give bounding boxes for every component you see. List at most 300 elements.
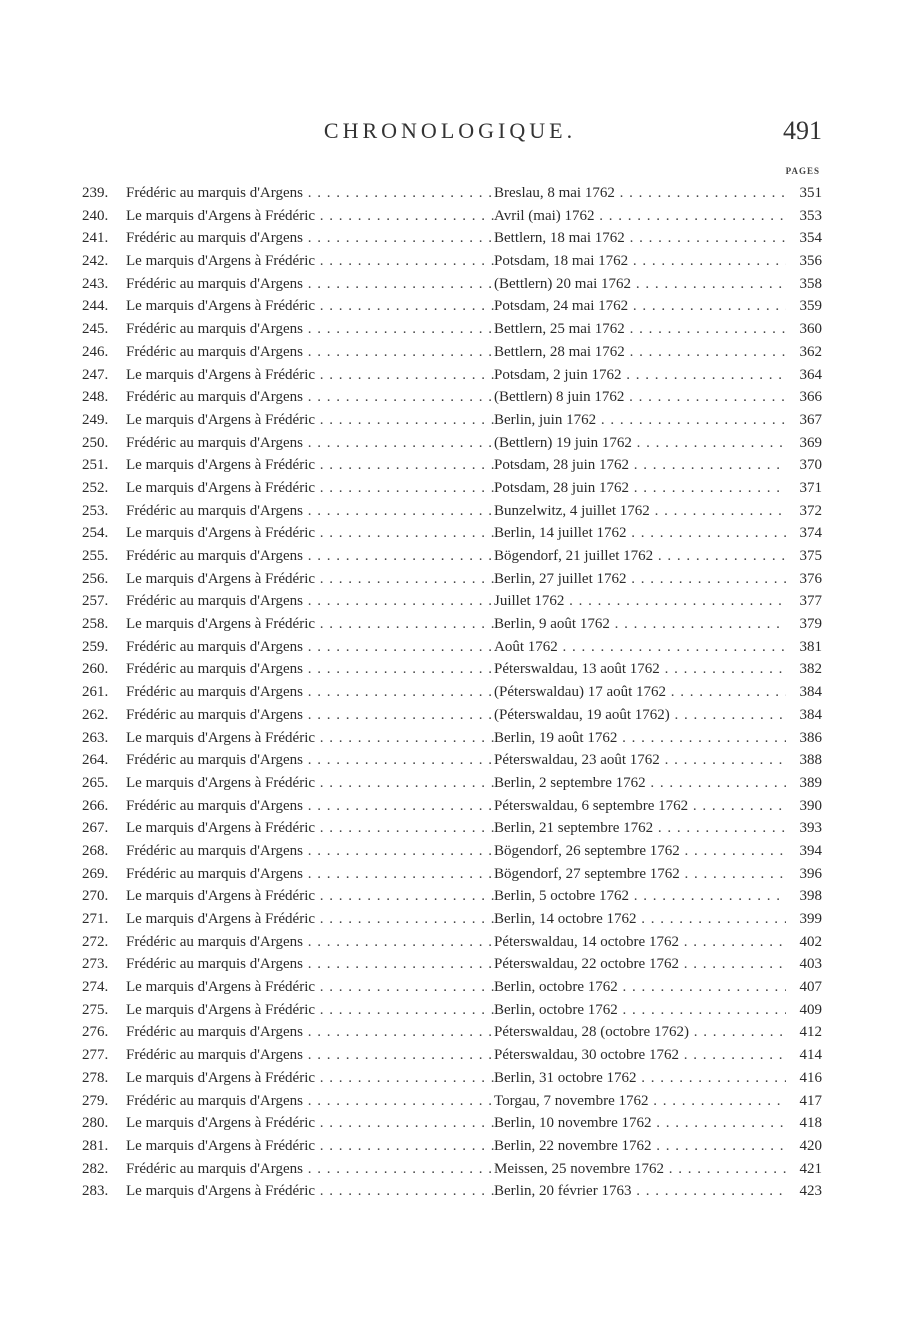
entry-place-date [494,681,786,704]
entry-correspondents [126,500,494,523]
entry-number: 257. [82,593,109,610]
entry-number: 270. [82,888,109,905]
letter-entry [82,477,822,500]
entry-number: 243. [82,275,109,292]
entry-correspondents [126,227,494,250]
entry-correspondents [126,522,494,545]
entry-correspondents [126,795,494,818]
entry-place-date-text: Péterswaldau, 14 octobre 1762 [494,933,679,950]
entry-correspondents-text: Frédéric au marquis d'Argens [126,548,303,564]
entry-correspondents-text: Le marquis d'Argens à Frédéric [126,525,316,542]
letter-entry [82,1021,822,1044]
entry-place-date-text: Berlin, 27 juillet 1762 [494,570,627,587]
entry-place-date [494,885,786,908]
entry-place-date-text: Berlin, octobre 1762 [494,979,618,996]
entry-correspondents-text: Frédéric au marquis d'Argens [126,1024,303,1041]
entry-place-date-text: (Péterswaldau, 19 août 1762) [494,706,670,723]
entry-number: 259. [82,638,109,655]
page-number: 491 [783,116,822,145]
entry-correspondents [126,613,494,636]
entry-place-date [494,182,786,205]
entry-place-date-text: Berlin, 21 septembre 1762 [494,820,654,837]
entry-page: 379 [799,616,822,633]
letter-entry [82,590,822,613]
entry-page: 377 [799,593,822,610]
entry-place-date [494,432,786,455]
entry-correspondents-text: Le marquis d'Argens à Frédéric [126,253,316,270]
letter-entry [82,273,822,296]
letter-entry [82,500,822,523]
entry-place-date-text: Berlin, 5 octobre 1762 [494,888,629,905]
entry-place-date-text: Bettlern, 18 mai 1762 [494,230,625,247]
entry-correspondents [126,1158,494,1181]
entry-number: 274. [82,979,109,996]
entry-place-date [494,953,786,976]
letter-entry [82,568,822,591]
entry-correspondents [126,727,494,750]
entry-correspondents [126,931,494,954]
entry-place-date [494,522,786,545]
entry-page: 354 [799,230,822,247]
entry-place-date [494,931,786,954]
entry-number: 247. [82,366,109,383]
entry-correspondents [126,1044,494,1067]
entry-place-date [494,205,786,228]
pages-column-label: PAGES [785,166,820,176]
entry-correspondents [126,318,494,341]
entry-correspondents [126,704,494,727]
letter-entry [82,545,822,568]
entry-place-date-text: Berlin, 19 août 1762 [494,729,618,746]
entry-place-date-text: Potsdam, 28 juin 1762 [494,457,630,474]
entry-place-date-text: Bettlern, 25 mai 1762 [494,321,625,338]
entry-correspondents [126,749,494,772]
letter-entry [82,364,822,387]
entry-page: 362 [799,343,822,360]
entry-place-date [494,1158,786,1181]
running-title: CHRONOLOGIQUE. [323,118,577,143]
letter-entry [82,1180,822,1203]
entry-number: 256. [82,570,109,587]
entry-correspondents [126,477,494,500]
entry-number: 253. [82,502,109,519]
letter-entry [82,182,822,205]
entry-number: 268. [82,842,109,859]
entry-page: 396 [799,865,822,882]
letter-entry [82,1135,822,1158]
entry-page: 364 [799,366,822,383]
entry-page: 371 [799,479,822,496]
entry-page: 375 [799,548,822,564]
entry-number: 272. [82,933,109,950]
entry-correspondents-text: Frédéric au marquis d'Argens [126,389,303,406]
entry-correspondents-text: Le marquis d'Argens à Frédéric [126,366,316,383]
entry-number: 258. [82,616,109,633]
entry-page: 351 [799,185,822,201]
entry-place-date [494,795,786,818]
entry-page: 366 [799,389,822,406]
entry-correspondents-text: Le marquis d'Argens à Frédéric [126,616,316,633]
letter-entry [82,727,822,750]
letter-entry [82,227,822,250]
entry-correspondents-text: Frédéric au marquis d'Argens [126,502,303,519]
entry-correspondents-text: Frédéric au marquis d'Argens [126,343,303,360]
letter-entry [82,341,822,364]
entry-place-date-text: Péterswaldau, 6 septembre 1762 [494,797,689,814]
entry-page: 414 [799,1047,822,1064]
entry-place-date [494,454,786,477]
entry-correspondents [126,341,494,364]
entry-page: 402 [799,933,822,950]
entry-correspondents-text: Le marquis d'Argens à Frédéric [126,298,316,315]
entry-place-date-text: Berlin, 14 juillet 1762 [494,525,627,542]
letter-entry [82,749,822,772]
entry-number: 250. [82,434,109,451]
entry-number: 280. [82,1115,109,1132]
entry-correspondents-text: Frédéric au marquis d'Argens [126,1160,303,1177]
entry-page: 386 [799,729,822,746]
entry-place-date-text: (Bettlern) 8 juin 1762 [494,389,625,406]
entry-place-date [494,976,786,999]
letter-entry [82,885,822,908]
entry-place-date [494,364,786,387]
entry-page: 403 [799,956,822,973]
entry-correspondents-text: Frédéric au marquis d'Argens [126,797,303,814]
entry-number: 271. [82,911,109,927]
entry-correspondents-text: Frédéric au marquis d'Argens [126,1047,303,1064]
entry-correspondents-text: Frédéric au marquis d'Argens [126,275,303,292]
entry-place-date [494,613,786,636]
entry-place-date-text: Potsdam, 24 mai 1762 [494,298,629,315]
entry-correspondents-text: Frédéric au marquis d'Argens [126,638,303,655]
entry-correspondents [126,681,494,704]
letter-entry [82,205,822,228]
entry-place-date-text: (Péterswaldau) 17 août 1762 [494,684,667,701]
entry-correspondents-text: Frédéric au marquis d'Argens [126,661,303,678]
letter-entry [82,999,822,1022]
entry-place-date-text: Péterswaldau, 30 octobre 1762 [494,1047,679,1064]
entry-place-date-text: Potsdam, 28 juin 1762 [494,479,630,496]
entry-correspondents-text: Frédéric au marquis d'Argens [126,706,303,723]
entry-correspondents-text: Le marquis d'Argens à Frédéric [126,457,316,474]
entry-correspondents [126,590,494,613]
page-header [0,118,900,154]
letter-entry [82,976,822,999]
entry-page: 367 [799,411,822,428]
entry-page: 417 [799,1092,822,1109]
entry-place-date-text: Bunzelwitz, 4 juillet 1762 [494,502,650,519]
entry-page: 356 [799,253,822,270]
letter-entry [82,1044,822,1067]
entry-place-date [494,227,786,250]
entry-number: 283. [82,1183,109,1200]
entry-correspondents-text: Le marquis d'Argens à Frédéric [126,1183,316,1200]
letter-entry [82,953,822,976]
letter-entry [82,636,822,659]
entry-place-date-text: Torgau, 7 novembre 1762 [494,1092,649,1109]
letter-entry [82,840,822,863]
entry-page: 374 [799,525,822,542]
entry-correspondents-text: Le marquis d'Argens à Frédéric [126,411,316,428]
entry-correspondents-text: Le marquis d'Argens à Frédéric [126,1137,316,1154]
entry-page: 388 [799,752,822,769]
letter-entry [82,318,822,341]
entry-page: 390 [799,797,822,814]
entry-place-date-text: Péterswaldau, 23 août 1762 [494,752,660,769]
entry-place-date [494,704,786,727]
entry-number: 265. [82,774,109,791]
entry-correspondents [126,568,494,591]
entry-page: 423 [799,1183,822,1200]
entry-correspondents [126,817,494,840]
entry-place-date-text: Juillet 1762 [494,593,565,610]
entry-correspondents [126,1067,494,1090]
entry-place-date [494,273,786,296]
entry-place-date-text: Péterswaldau, 28 (octobre 1762) [494,1024,689,1041]
letter-entry [82,1158,822,1181]
entry-place-date-text: Berlin, juin 1762 [494,411,597,428]
entry-page: 376 [799,570,822,587]
entry-page: 358 [799,275,822,292]
entry-number: 246. [82,343,109,360]
entry-correspondents-text: Le marquis d'Argens à Frédéric [126,979,316,996]
entry-place-date-text: Bettlern, 28 mai 1762 [494,343,625,360]
entry-page: 418 [799,1115,822,1132]
entry-correspondents [126,1090,494,1113]
entry-place-date [494,1067,786,1090]
entry-correspondents [126,295,494,318]
entry-correspondents [126,250,494,273]
entry-place-date [494,409,786,432]
letter-entry [82,681,822,704]
entry-place-date-text: Potsdam, 18 mai 1762 [494,253,629,270]
entry-correspondents-text: Frédéric au marquis d'Argens [126,230,303,247]
entry-page: 394 [799,842,822,859]
entry-correspondents [126,863,494,886]
entry-correspondents-text: Le marquis d'Argens à Frédéric [126,1001,316,1018]
entry-number: 244. [82,298,109,315]
entry-correspondents-text: Frédéric au marquis d'Argens [126,956,303,973]
entry-page: 370 [799,457,822,474]
entry-page: 369 [799,434,822,451]
letter-entry [82,817,822,840]
entry-correspondents [126,636,494,659]
entry-correspondents-text: Frédéric au marquis d'Argens [126,593,303,610]
entry-place-date-text: (Bettlern) 20 mai 1762 [494,275,632,292]
entry-page: 381 [799,638,822,655]
entry-place-date [494,545,786,568]
entry-correspondents-text: Le marquis d'Argens à Frédéric [126,888,316,905]
entry-correspondents-text: Le marquis d'Argens à Frédéric [126,820,316,837]
entry-correspondents-text: Frédéric au marquis d'Argens [126,842,303,859]
entry-place-date [494,1180,786,1203]
entry-page: 420 [799,1137,822,1154]
letter-entry [82,432,822,455]
entry-correspondents [126,1180,494,1203]
entry-correspondents [126,772,494,795]
entry-place-date [494,341,786,364]
entry-page: 421 [799,1160,822,1177]
entry-correspondents-text: Le marquis d'Argens à Frédéric [126,911,316,927]
entry-place-date [494,477,786,500]
letter-entry [82,704,822,727]
entry-number: 261. [82,684,109,701]
letter-entry [82,863,822,886]
entry-place-date [494,1044,786,1067]
letter-entry [82,295,822,318]
letter-table [82,182,822,1203]
entry-place-date [494,295,786,318]
entry-place-date [494,749,786,772]
entry-place-date-text: Péterswaldau, 13 août 1762 [494,661,660,678]
entry-correspondents-text: Frédéric au marquis d'Argens [126,865,303,882]
entry-number: 266. [82,797,109,814]
letter-entry [82,658,822,681]
entry-correspondents-text: Frédéric au marquis d'Argens [126,185,303,201]
entry-number: 263. [82,729,109,746]
entry-correspondents-text: Le marquis d'Argens à Frédéric [126,1069,316,1086]
entry-place-date-text: (Bettlern) 19 juin 1762 [494,434,632,451]
entry-place-date-text: Bögendorf, 21 juillet 1762 [494,548,654,564]
letter-entry [82,409,822,432]
entry-correspondents-text: Le marquis d'Argens à Frédéric [126,1115,316,1132]
entry-place-date [494,500,786,523]
entry-page: 393 [799,820,822,837]
entry-correspondents [126,364,494,387]
entry-page: 360 [799,321,822,338]
entry-number: 267. [82,820,109,837]
entry-correspondents [126,432,494,455]
entry-place-date [494,1135,786,1158]
entry-place-date [494,863,786,886]
entry-number: 278. [82,1069,109,1086]
entry-number: 240. [82,207,109,224]
letter-entry [82,522,822,545]
entry-place-date [494,817,786,840]
entry-correspondents-text: Frédéric au marquis d'Argens [126,321,303,338]
entry-number: 245. [82,321,109,338]
entry-correspondents [126,840,494,863]
entry-page: 359 [799,298,822,315]
entry-number: 269. [82,865,109,882]
entry-place-date-text: Bögendorf, 27 septembre 1762 [494,865,680,882]
entry-place-date [494,568,786,591]
entry-number: 282. [82,1160,109,1177]
entry-number: 279. [82,1092,109,1109]
letter-entry [82,772,822,795]
entry-correspondents [126,885,494,908]
entry-correspondents-text: Frédéric au marquis d'Argens [126,684,303,701]
letter-entry [82,250,822,273]
entry-place-date [494,1021,786,1044]
entry-correspondents [126,273,494,296]
entry-place-date [494,250,786,273]
letter-entry [82,1090,822,1113]
entry-correspondents [126,454,494,477]
entry-correspondents [126,953,494,976]
entry-place-date [494,590,786,613]
entry-number: 241. [82,230,109,247]
entry-page: 353 [799,207,822,224]
letter-entry [82,613,822,636]
entry-correspondents [126,545,494,568]
entry-place-date-text: Berlin, 14 octobre 1762 [494,911,637,927]
entry-correspondents-text: Le marquis d'Argens à Frédéric [126,570,316,587]
entry-place-date [494,772,786,795]
entry-page: 399 [799,911,822,927]
letter-entry [82,908,822,931]
entry-correspondents-text: Le marquis d'Argens à Frédéric [126,729,316,746]
entry-place-date [494,658,786,681]
entry-correspondents [126,976,494,999]
entry-number: 277. [82,1047,109,1064]
entry-place-date [494,386,786,409]
entry-page: 412 [799,1024,822,1041]
entry-number: 239. [82,185,109,201]
entry-correspondents-text: Frédéric au marquis d'Argens [126,933,303,950]
entry-correspondents-text: Frédéric au marquis d'Argens [126,434,303,451]
entry-page: 384 [799,684,822,701]
entry-place-date [494,908,786,931]
entry-correspondents [126,658,494,681]
entry-place-date-text: Août 1762 [494,638,558,655]
entry-correspondents-text: Le marquis d'Argens à Frédéric [126,207,316,224]
entry-place-date [494,636,786,659]
letter-entry [82,1067,822,1090]
entry-place-date-text: Berlin, 2 septembre 1762 [494,774,646,791]
entry-place-date-text: Breslau, 8 mai 1762 [494,185,615,201]
entry-place-date-text: Berlin, 20 février 1763 [494,1183,632,1200]
entry-place-date-text: Berlin, octobre 1762 [494,1001,618,1018]
entry-correspondents-text: Frédéric au marquis d'Argens [126,1092,303,1109]
entry-place-date-text: Péterswaldau, 22 octobre 1762 [494,956,679,973]
entry-number: 262. [82,706,109,723]
entry-page: 389 [799,774,822,791]
entry-place-date [494,727,786,750]
entry-number: 260. [82,661,109,678]
entry-place-date-text: Bögendorf, 26 septembre 1762 [494,842,680,859]
entry-correspondents-text: Frédéric au marquis d'Argens [126,752,303,769]
entry-correspondents [126,409,494,432]
entry-page: 382 [799,661,822,678]
entry-number: 276. [82,1024,109,1041]
entry-number: 249. [82,411,109,428]
entry-place-date [494,999,786,1022]
letter-entry [82,795,822,818]
entry-place-date-text: Berlin, 31 octobre 1762 [494,1069,637,1086]
entry-correspondents-text: Le marquis d'Argens à Frédéric [126,774,316,791]
entry-number: 251. [82,457,109,474]
entry-correspondents-text: Le marquis d'Argens à Frédéric [126,479,316,496]
entry-page: 407 [799,979,822,996]
entry-place-date-text: Potsdam, 2 juin 1762 [494,366,622,383]
entry-number: 255. [82,548,109,564]
entry-number: 252. [82,479,109,496]
letter-entry [82,1112,822,1135]
entry-number: 254. [82,525,109,542]
entry-place-date-text: Berlin, 22 novembre 1762 [494,1137,652,1154]
entry-number: 264. [82,752,109,769]
entry-number: 281. [82,1137,109,1154]
entry-correspondents [126,1112,494,1135]
entry-page: 409 [799,1001,822,1018]
entry-number: 273. [82,956,109,973]
entry-correspondents [126,1021,494,1044]
entry-place-date-text: Berlin, 9 août 1762 [494,616,610,633]
entry-place-date-text: Berlin, 10 novembre 1762 [494,1115,652,1132]
letter-entry [82,931,822,954]
entry-page: 384 [799,706,822,723]
